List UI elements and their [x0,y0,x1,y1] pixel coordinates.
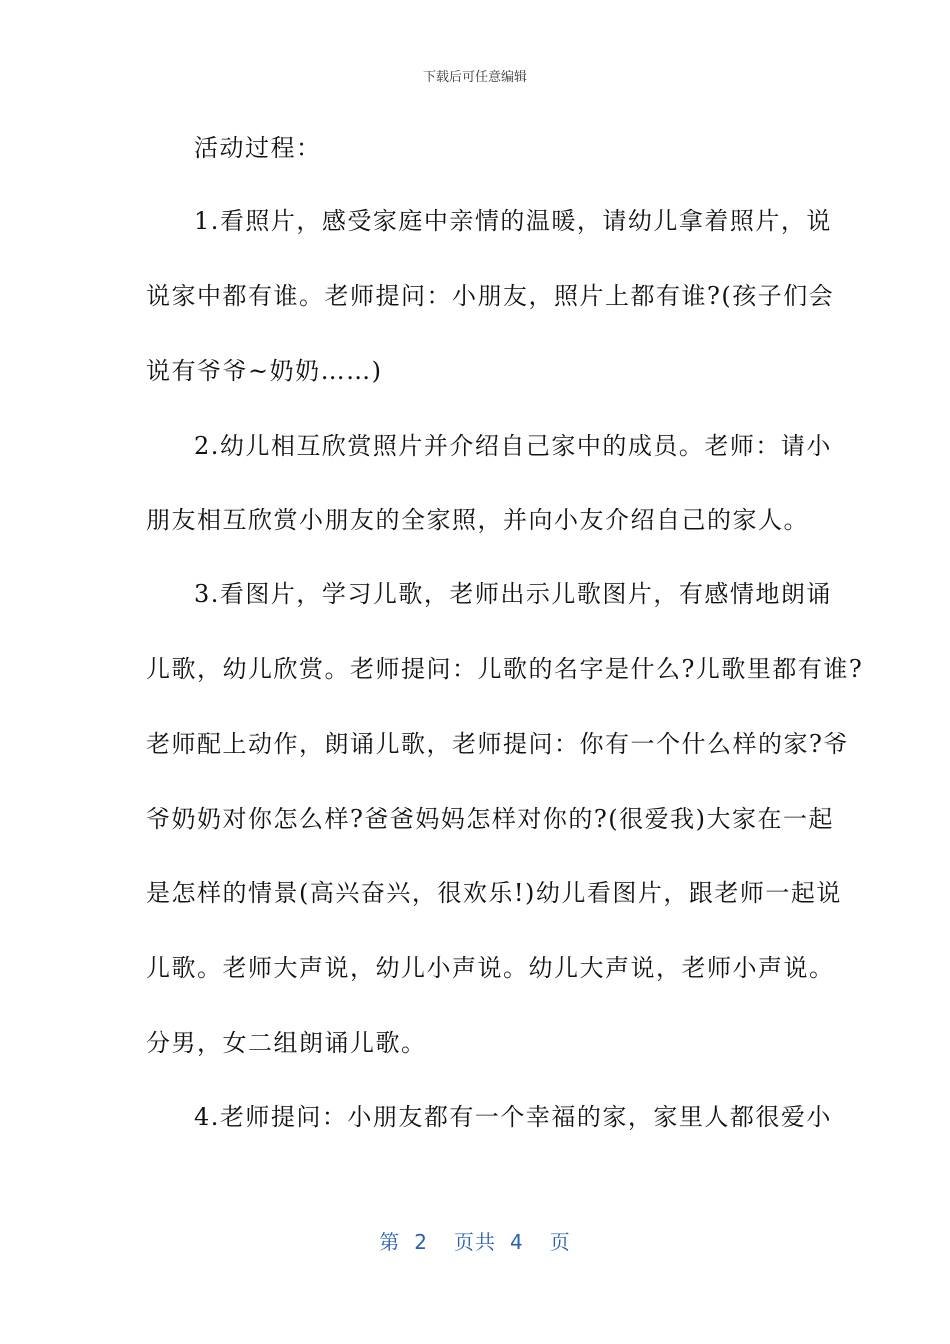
body-line: 儿歌。老师大声说，幼儿小声说。幼儿大声说，老师小声说。 [146,954,835,982]
footer-total-pages: 4 [510,1230,524,1254]
footer-page-number: 2 [414,1230,428,1254]
body-line: 爷奶奶对你怎么样?爸爸妈妈怎样对你的?(很爱我)大家在一起 [146,805,834,833]
footer-prefix: 第 [379,1230,401,1254]
footer-suffix: 页 [549,1230,571,1254]
body-line: 2.幼儿相互欣赏照片并介绍自己家中的成员。老师：请小 [194,432,832,460]
body-line: 4.老师提问：小朋友都有一个幸福的家，家里人都很爱小 [194,1103,832,1131]
body-line: 老师配上动作，朗诵儿歌，老师提问：你有一个什么样的家?爷 [146,730,849,758]
body-line: 说有爷爷~奶奶……) [146,357,383,385]
body-line: 儿歌，幼儿欣赏。老师提问：儿歌的名字是什么?儿歌里都有谁? [146,655,864,683]
body-line: 1.看照片，感受家庭中亲情的温暖，请幼儿拿着照片，说 [194,207,832,235]
body-line: 活动过程： [194,134,322,162]
body-line: 朋友相互欣赏小朋友的全家照，并向小友介绍自己的家人。 [146,506,809,534]
page-footer [0,1226,950,1255]
body-line: 是怎样的情景(高兴奋兴，很欢乐!)幼儿看图片，跟老师一起说 [146,879,842,907]
footer-mid: 页共 [454,1230,496,1254]
body-line: 说家中都有谁。老师提问：小朋友，照片上都有谁?(孩子们会 [146,282,835,310]
body-line: 3.看图片，学习儿歌，老师出示儿歌图片，有感情地朗诵 [194,580,832,608]
header-note: 下载后可任意编辑 [422,70,527,85]
body-line: 分男，女二组朗诵儿歌。 [146,1029,427,1057]
